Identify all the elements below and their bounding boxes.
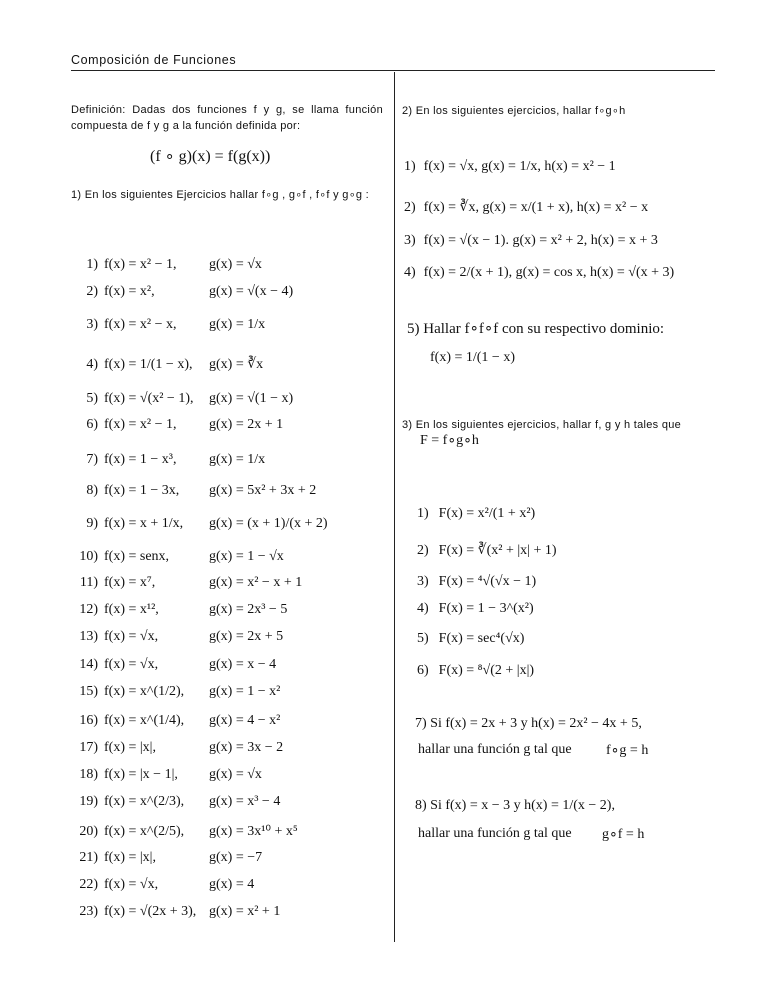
item-formula: F(x) = sec⁴(√x) <box>438 631 525 646</box>
item-number: 10) <box>79 549 98 564</box>
exercise1-item <box>68 516 328 532</box>
item-number: 3) <box>86 317 98 332</box>
item-number: 15) <box>79 684 98 699</box>
function-g: g(x) = ∛x <box>209 357 264 372</box>
exercise1-item <box>68 740 283 756</box>
function-f: f(x) = x⁷, <box>104 575 156 590</box>
function-f: f(x) = x^(1/4), <box>104 713 185 728</box>
function-g: g(x) = √x <box>209 257 262 272</box>
function-g: g(x) = √(x − 4) <box>209 284 294 299</box>
function-f: f(x) = |x|, <box>104 850 156 865</box>
function-g: g(x) = x − 4 <box>209 657 277 672</box>
exercise1-item <box>68 575 302 591</box>
function-g: g(x) = 3x¹⁰ + x⁵ <box>209 824 298 839</box>
exercise1-item <box>68 483 316 499</box>
page-title: Composición de Funciones <box>71 53 237 67</box>
item-number: 19) <box>79 794 98 809</box>
item-number: 13) <box>79 629 98 644</box>
item-number: 20) <box>79 824 98 839</box>
exercise3-item <box>417 542 557 559</box>
exercise8-line1: 8) Si f(x) = x − 3 y h(x) = 1/(x − 2), <box>415 798 615 813</box>
item-number: 9) <box>86 516 98 531</box>
exercise3-item <box>417 601 534 617</box>
exercise3-item <box>417 506 535 522</box>
item-number: 2) <box>86 284 98 299</box>
function-g: g(x) = 2x³ − 5 <box>209 602 288 617</box>
exercise2-item <box>404 233 658 249</box>
exercise1-item <box>68 257 262 273</box>
item-number: 6) <box>417 663 429 678</box>
function-f: f(x) = x¹², <box>104 602 159 617</box>
exercise3-formula: F = f∘g∘h <box>420 433 479 448</box>
function-g: g(x) = 5x² + 3x + 2 <box>209 483 317 498</box>
exercise7-line2: hallar una función g tal que <box>418 742 572 757</box>
exercise1-item <box>68 904 280 920</box>
exercise1-item <box>68 317 265 333</box>
item-formula: F(x) = ∛(x² + |x| + 1) <box>438 543 557 558</box>
function-g: g(x) = (x + 1)/(x + 2) <box>209 516 328 531</box>
item-number: 12) <box>79 602 98 617</box>
function-g: g(x) = 1/x <box>209 317 266 332</box>
exercise1-item <box>68 823 298 840</box>
function-g: g(x) = √(1 − x) <box>209 391 294 406</box>
function-g: g(x) = 4 − x² <box>209 713 281 728</box>
item-number: 3) <box>417 574 429 589</box>
exercise1-item <box>68 602 287 618</box>
exercise1-item <box>68 767 262 783</box>
exercise3-item <box>417 574 536 590</box>
item-number: 2) <box>404 200 416 215</box>
function-f: f(x) = 1/(1 − x), <box>104 357 193 372</box>
item-number: 21) <box>79 850 98 865</box>
exercise2-intro: 2) En los siguientes ejercicios, hallar f∘g∘h <box>402 105 626 117</box>
function-g: g(x) = x² + 1 <box>209 904 281 919</box>
function-g: g(x) = 1 − x² <box>209 684 281 699</box>
item-formula: F(x) = ⁸√(2 + |x|) <box>438 663 535 678</box>
item-formula: f(x) = √(x − 1). g(x) = x² + 2, h(x) = x + 3 <box>423 233 658 248</box>
function-f: f(x) = senx, <box>104 549 170 564</box>
function-f: f(x) = √x, <box>104 629 159 644</box>
function-f: f(x) = √(2x + 3), <box>104 904 197 919</box>
exercise7-formula: f∘g = h <box>606 743 649 758</box>
exercise1-item <box>68 356 263 373</box>
item-formula: F(x) = ⁴√(√x − 1) <box>438 574 537 589</box>
exercise1-item <box>68 391 293 407</box>
exercise1-item <box>68 877 254 893</box>
exercise1-item <box>68 629 283 645</box>
item-number: 4) <box>404 265 416 280</box>
item-number: 7) <box>86 452 98 467</box>
exercise1-item <box>68 713 280 729</box>
function-g: g(x) = x³ − 4 <box>209 794 281 809</box>
item-number: 1) <box>86 257 98 272</box>
function-f: f(x) = |x|, <box>104 740 156 755</box>
item-number: 16) <box>79 713 98 728</box>
exercise1-item <box>68 684 280 700</box>
item-number: 18) <box>79 767 98 782</box>
exercise1-item <box>68 452 265 468</box>
function-f: f(x) = √x, <box>104 657 159 672</box>
exercise1-item <box>68 850 262 866</box>
function-g: g(x) = 2x + 1 <box>209 417 284 432</box>
exercise1-item <box>68 794 280 810</box>
exercise3-intro: 3) En los siguientes ejercicios, hallar f, g y h tales que <box>402 419 682 431</box>
function-f: f(x) = √(x² − 1), <box>104 391 194 406</box>
function-f: f(x) = x^(2/5), <box>104 824 185 839</box>
function-g: g(x) = √x <box>209 767 262 782</box>
item-number: 11) <box>79 575 98 590</box>
definition-formula: (f ∘ g)(x) = f(g(x)) <box>150 148 271 165</box>
function-g: g(x) = 1/x <box>209 452 266 467</box>
exercise2-item <box>404 199 648 216</box>
function-g: g(x) = x² − x + 1 <box>209 575 303 590</box>
item-number: 8) <box>86 483 98 498</box>
function-g: g(x) = 2x + 5 <box>209 629 284 644</box>
function-f: f(x) = x² − 1, <box>104 257 177 272</box>
function-g: g(x) = −7 <box>209 850 263 865</box>
item-number: 22) <box>79 877 98 892</box>
function-f: f(x) = x^(2/3), <box>104 794 185 809</box>
exercise2-item <box>404 265 674 281</box>
header-divider <box>71 70 715 71</box>
item-number: 4) <box>86 357 98 372</box>
function-f: f(x) = x², <box>104 284 155 299</box>
function-f: f(x) = x + 1/x, <box>104 516 184 531</box>
item-formula: F(x) = 1 − 3^(x²) <box>438 601 534 616</box>
exercise1-intro: 1) En los siguientes Ejercicios hallar f∘g , g∘f , f∘f y g∘g : <box>71 189 370 201</box>
item-number: 4) <box>417 601 429 616</box>
definition-text: Definición: Dadas dos funciones f y g, se llama función compuesta de f y g a la función definida por: <box>71 104 383 132</box>
item-formula: f(x) = 2/(x + 1), g(x) = cos x, h(x) = √(x + 3) <box>423 265 675 280</box>
function-g: g(x) = 4 <box>209 877 255 892</box>
item-number: 6) <box>86 417 98 432</box>
exercise3-item <box>417 631 524 647</box>
exercise1-item <box>68 549 284 565</box>
exercise1-item <box>68 417 283 433</box>
item-formula: f(x) = ∛x, g(x) = x/(1 + x), h(x) = x² − x <box>423 200 649 215</box>
exercise3-item <box>417 663 534 679</box>
item-number: 14) <box>79 657 98 672</box>
item-formula: f(x) = √x, g(x) = 1/x, h(x) = x² − 1 <box>423 159 616 174</box>
exercise8-formula: g∘f = h <box>602 827 645 842</box>
exercise1-item <box>68 284 293 300</box>
item-number: 5) <box>86 391 98 406</box>
item-formula: F(x) = x²/(1 + x²) <box>438 506 536 521</box>
function-g: g(x) = 1 − √x <box>209 549 284 564</box>
item-number: 1) <box>417 506 429 521</box>
item-number: 2) <box>417 543 429 558</box>
column-divider <box>394 72 395 942</box>
exercise2-5-formula: f(x) = 1/(1 − x) <box>430 350 515 365</box>
function-f: f(x) = x^(1/2), <box>104 684 185 699</box>
function-f: f(x) = x² − 1, <box>104 417 177 432</box>
function-f: f(x) = 1 − 3x, <box>104 483 180 498</box>
item-number: 1) <box>404 159 416 174</box>
item-number: 5) <box>417 631 429 646</box>
exercise2-item <box>404 159 616 175</box>
function-f: f(x) = √x, <box>104 877 159 892</box>
item-number: 17) <box>79 740 98 755</box>
exercise2-5-text: 5) Hallar f∘f∘f con su respectivo dominio: <box>407 321 665 337</box>
function-f: f(x) = 1 − x³, <box>104 452 177 467</box>
function-f: f(x) = |x − 1|, <box>104 767 178 782</box>
exercise7-line1: 7) Si f(x) = 2x + 3 y h(x) = 2x² − 4x + 5, <box>415 716 642 731</box>
function-g: g(x) = 3x − 2 <box>209 740 284 755</box>
exercise1-item <box>68 657 276 673</box>
item-number: 3) <box>404 233 416 248</box>
function-f: f(x) = x² − x, <box>104 317 177 332</box>
exercise8-line2: hallar una función g tal que <box>418 826 572 841</box>
item-number: 23) <box>79 904 98 919</box>
